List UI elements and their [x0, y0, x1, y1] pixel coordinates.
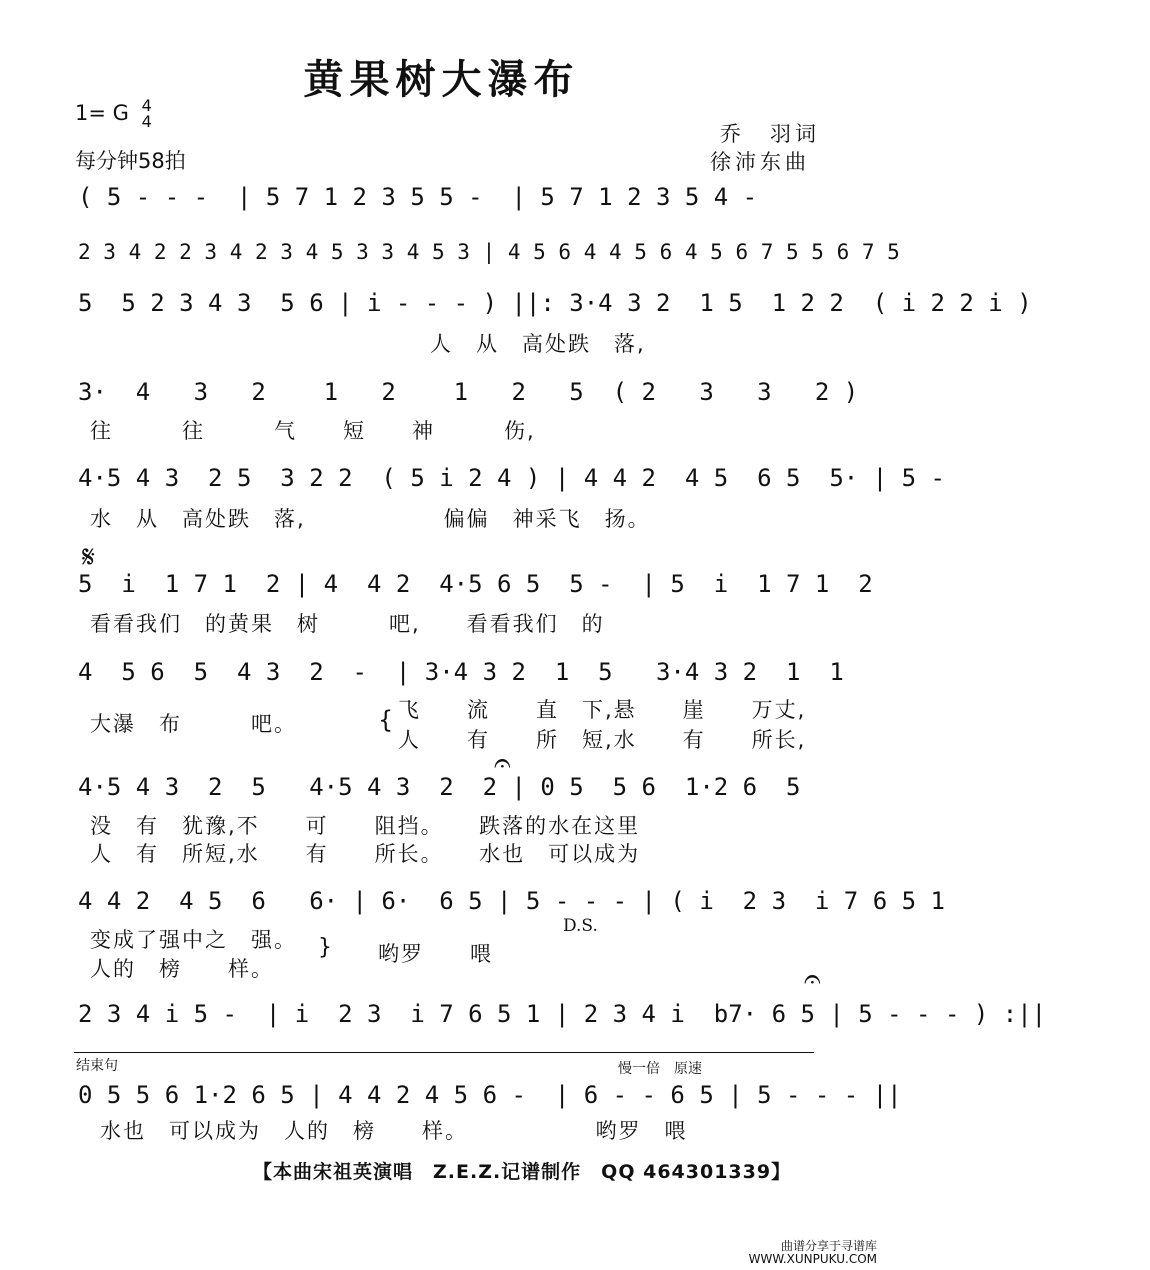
notation-text: 0 5 5 6 1·2 6 5 | 4 4 2 4 5 6 - | 6 - - 6 5 | 5 - - - ||: [78, 1081, 902, 1109]
notation-text: 5 5 2 3 4 3 5 6 | i - - - ) ||: 3·4 3 2 1 5 1 2 2 ( i 2 2 i ): [78, 289, 1032, 317]
notation-text: ( 5 - - - | 5 7 1 2 3 5 5 - | 5 7 1 2 3 5 4 -: [78, 183, 758, 211]
brace-icon: }: [318, 935, 332, 960]
lyric-line: 水 从 高处跌 落, 偏偏 神采飞 扬。: [90, 507, 651, 531]
time-top: 4: [141, 96, 152, 115]
lyric-line: 飞 流 直 下,悬 崖 万丈,: [398, 698, 807, 722]
coda-icon: 𝄐: [804, 962, 821, 997]
notation-text: 2 3 4 2 2 3 4 2 3 4 5 3 3 4 5 3 | 4 5 6 4 4 5 6 4 5 6 7 5 5 6 7 5: [78, 240, 900, 264]
song-title: 黄果树大瀑布: [303, 56, 580, 103]
notation-text: 5 i 1 7 1 2 | 4 4 2 4·5 6 5 5 - | 5 i 1 7 1 2: [78, 570, 873, 598]
time-signature: [142, 98, 152, 130]
composer-credit: 徐沛东曲: [710, 150, 810, 174]
notation-row: [78, 458, 945, 498]
ending-label: 结束句: [76, 1058, 118, 1074]
watermark-line: WWW.XUNPUKU.COM: [748, 1252, 877, 1266]
time-bottom: 4: [141, 112, 152, 131]
lyric-line: 水也 可以成为 人的 榜 样。 哟罗 喂: [100, 1119, 688, 1143]
watermark-line: 曲谱分享于寻谱库: [780, 1239, 877, 1253]
notation-text: 4 5 6 5 4 3 2 - | 3·4 3 2 1 5 3·4 3 2 1 1: [78, 658, 844, 686]
key-signature: [75, 98, 152, 130]
lyric-line: 人 有 所 短,水 有 所长,: [398, 728, 807, 752]
brace-icon: {: [378, 706, 394, 734]
notation-row: [78, 564, 873, 604]
notation-row: [78, 1075, 902, 1115]
notation-text: 2 3 4 i 5 - | i 2 3 i 7 6 5 1 | 2 3 4 i b7· 6 5 | 5 - - - ) :||: [78, 1000, 1047, 1028]
lyric-line: 人的 榜 样。: [90, 957, 274, 981]
lyricist-credit: 乔 羽词: [720, 122, 820, 146]
notation-row: [78, 652, 844, 692]
notation-row: [78, 994, 1047, 1034]
lyric-line: 没 有 犹豫,不 可 阻挡。 跌落的水在这里: [90, 814, 641, 838]
lyric-line: 往 往 气 短 神 伤,: [90, 419, 536, 443]
notation-text: 4 4 2 4 5 6 6· | 6· 6 5 | 5 - - - | ( i 2 3 i 7 6 5 1: [78, 887, 945, 915]
notation-row: [78, 283, 1032, 323]
coda-icon: 𝄐: [494, 746, 511, 781]
key-text: 1= G: [75, 101, 129, 125]
lyric-line: 人 有 所短,水 有 所长。 水也 可以成为: [90, 842, 641, 866]
lyric-line: 看看我们 的黄果 树 吧, 看看我们 的: [90, 612, 605, 636]
notation-row: [78, 767, 818, 807]
lyric-line: 哟罗 喂: [378, 942, 493, 966]
notation-text: 4·5 4 3 2 5 3 2 2 ( 5 i 2 4 ) | 4 4 2 4 5 6 5 5· | 5 -: [78, 464, 945, 492]
segno-icon: 𝄋: [82, 540, 95, 575]
tempo-marking: 每分钟58拍: [75, 149, 186, 173]
notation-text: 4·5 4 3 2 5 4·5 4 3 2 2 | 0 5 5 6 1·2 6 5: [78, 773, 801, 801]
notation-row: [78, 177, 818, 217]
notation-text: 3· 4 3 2 1 2 1 2 5 ( 2 3 3 2 ): [78, 378, 859, 406]
lyric-line: 人 从 高处跌 落,: [430, 332, 646, 356]
notation-row: [78, 372, 859, 412]
tempo-change: 慢一倍 原速: [618, 1061, 702, 1077]
footer-credit: 【本曲宋祖英演唱 Z.E.Z.记谱制作 QQ 464301339】: [253, 1161, 792, 1183]
watermark: [749, 1240, 877, 1266]
lyric-line: 变成了强中之 强。: [90, 928, 297, 952]
lyric-line: 大瀑 布 吧。: [90, 712, 297, 736]
notation-row: [78, 881, 945, 921]
notation-row: [78, 232, 900, 272]
ending-bracket: [74, 1052, 814, 1053]
ds-mark: D.S.: [563, 916, 598, 936]
